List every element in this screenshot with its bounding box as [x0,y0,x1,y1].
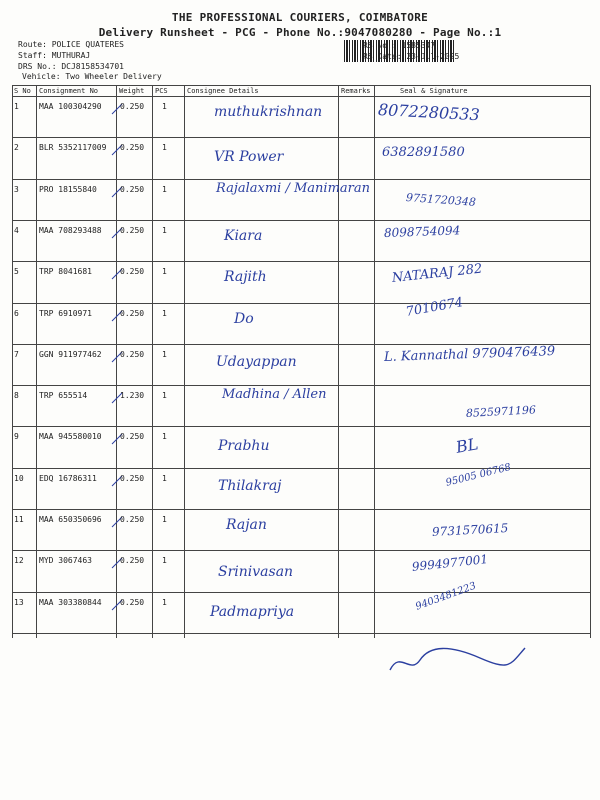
col-header-consignee: Consignee Details [187,87,259,95]
table-row [12,261,590,302]
route-label: Route: POLICE QUATERES [18,40,124,49]
row-consignee-handwriting: Padmapriya [210,603,295,620]
row-weight: 0.250 [120,308,145,318]
row-consignment-no: GGN 911977462 [39,349,102,359]
staff-label: Staff: MUTHURAJ [18,51,91,60]
table-row [12,96,590,137]
row-weight: 0.250 [120,473,145,483]
row-consignee-handwriting: Udayappan [216,353,297,370]
row-pcs: 1 [162,515,167,524]
row-sno: 1 [14,102,19,111]
table-top-border [12,85,590,86]
extra-scribble-icon [380,640,530,684]
row-weight: 0.250 [120,515,145,524]
rs-date: RS Date: 23-Jul-2025 [363,52,460,61]
col-header-consignment: Consignment No [39,87,99,95]
table-row [12,344,590,385]
vehicle-label: Vehicle: Two Wheeler Delivery [22,72,162,81]
rs-number: RS No.: 1585347 [363,41,436,50]
col-header-sno: S No [14,87,31,95]
row-consignee-handwriting: Rajalaxmi / Manimaran [216,180,370,196]
row-consignee-handwriting: Madhina / Allen [222,387,327,403]
row-weight: 0.250 [120,432,145,442]
row-pcs: 1 [162,432,167,442]
company-title: THE PROFESSIONAL COURIERS, COIMBATORE [171,11,429,24]
row-signature-handwriting: 8072280533 [377,100,481,125]
row-pcs: 1 [162,102,167,111]
row-consignment-no: PRO 18155840 [39,184,97,194]
row-signature-handwriting: L. Kannathal 9790476439 [383,343,556,365]
runsheet-subtitle: Delivery Runsheet - PCG - Phone No.:9047080280 - Page No.:1 [98,26,502,39]
row-consignment-no: MAA 945580010 [39,432,102,442]
row-pcs: 1 [162,143,167,153]
row-pcs: 1 [162,391,167,401]
col-header-remarks: Remarks [341,87,371,95]
row-pcs: 1 [162,473,167,483]
row-sno: 12 [14,556,24,566]
row-weight: 0.250 [120,184,145,194]
row-sno: 6 [14,308,19,318]
row-pcs: 1 [162,556,167,566]
row-consignee-handwriting: Do [234,310,254,327]
row-consignee-handwriting: Srinivasan [218,564,294,581]
row-consignee-handwriting: Thilakraj [218,477,282,494]
row-signature-handwriting: 7010674 [404,294,465,320]
row-weight: 0.250 [120,102,145,111]
row-signature-handwriting: 95005 06768 [444,461,513,489]
row-pcs: 1 [162,225,167,235]
column-divider [590,85,591,638]
row-consignee-handwriting: Rajan [226,517,267,533]
row-consignment-no: TRP 8041681 [39,267,92,277]
row-consignment-no: EDQ 16786311 [39,473,97,483]
table-row [12,294,590,344]
row-sno: 10 [14,473,24,483]
row-weight: 0.250 [120,143,145,153]
table-row [12,137,590,178]
row-consignment-no: MAA 303380844 [39,597,102,607]
row-consignee-handwriting: Kiara [224,227,263,244]
row-signature-handwriting: 8525971196 [465,403,537,421]
row-sno: 3 [14,184,19,194]
row-pcs: 1 [162,267,167,277]
row-weight: 0.250 [120,556,145,566]
row-signature-handwriting: 6382891580 [382,145,465,161]
row-weight: 0.250 [120,349,145,359]
row-pcs: 1 [162,349,167,359]
row-consignee-handwriting: Prabhu [218,438,270,455]
table-row [12,461,590,509]
row-signature-handwriting: 9731570615 [431,521,509,539]
col-header-signature: Seal & Signature [400,87,468,95]
row-consignment-no: BLR 5352117009 [39,143,107,153]
row-sno: 7 [14,349,19,359]
row-consignment-no: TRP 6910971 [39,308,92,318]
row-consignee-handwriting: Rajith [224,269,267,286]
table-row [12,550,590,591]
table-row [12,426,590,467]
row-signature-handwriting: NATARAJ 282 [391,261,484,287]
table-row [12,220,590,261]
row-sno: 2 [14,143,19,153]
row-pcs: 1 [162,184,167,194]
row-signature-handwriting: 9994977001 [411,552,489,575]
table-row [12,509,590,550]
row-weight: 0.250 [120,597,145,607]
row-sno: 11 [14,515,24,524]
row-signature-handwriting: 9403481223 [414,580,478,613]
row-weight: 1.230 [120,391,145,401]
row-signature-handwriting: BL [454,434,480,458]
col-header-pcs: PCS [155,87,168,95]
row-weight: 0.250 [120,225,145,235]
row-sno: 4 [14,225,19,235]
row-pcs: 1 [162,308,167,318]
row-sno: 5 [14,267,19,277]
row-pcs: 1 [162,597,167,607]
row-consignment-no: MAA 650350696 [39,515,102,524]
row-weight: 0.250 [120,267,145,277]
row-consignment-no: TRP 655514 [39,391,88,401]
col-header-weight: Weight [119,87,145,95]
row-signature-handwriting: 9751720348 [405,190,477,209]
table-row [12,179,590,220]
table-row [12,385,590,426]
row-consignee-handwriting: VR Power [214,149,284,166]
row-sno: 9 [14,432,19,442]
table-row [12,580,590,633]
row-border [12,633,590,634]
row-consignee-handwriting: muthukrishnan [214,104,323,120]
row-sno: 13 [14,597,24,607]
row-signature-handwriting: 8098754094 [383,223,461,240]
row-consignment-no: MYD 3067463 [39,556,92,566]
row-sno: 8 [14,391,19,401]
row-consignment-no: MAA 708293488 [39,225,102,235]
drs-label: DRS No.: DCJ8158534701 [18,62,124,71]
row-consignment-no: MAA 100304290 [39,102,102,111]
